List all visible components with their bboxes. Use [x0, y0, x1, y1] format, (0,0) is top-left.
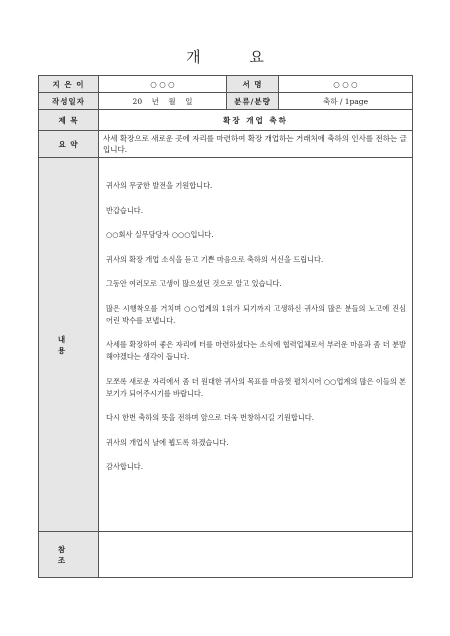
content-paragraph: 다시 한번 축하의 뜻을 전하며 앞으로 더욱 번창하시길 기원합니다.	[106, 413, 315, 422]
author-value: ○ ○ ○	[99, 76, 227, 93]
document-title: 개 요	[186, 48, 286, 66]
subject-row	[39, 110, 413, 131]
content-paragraph: 반갑습니다.	[106, 205, 144, 215]
summary-label: 요 약	[39, 131, 99, 158]
author-label: 지 은 이	[39, 76, 99, 93]
content-paragraph: 많은 시행착오를 거치며 ○○업계의 1위가 되기까지 고생하신 귀사의 많은 분들의 노고에 진심 어린 박수를 보냅니다.	[106, 303, 406, 325]
signature-label: 서 명	[227, 76, 279, 93]
reference-row	[39, 532, 413, 578]
content-paragraph: 감사합니다.	[106, 462, 144, 471]
content-body	[99, 158, 413, 532]
reference-label	[39, 532, 99, 578]
subject-label: 제 목	[39, 110, 99, 131]
date-label: 작성일자	[39, 93, 99, 110]
overview-form-table	[38, 75, 413, 578]
content-paragraph: 그동안 여러모로 고생이 많으셨던 것으로 알고 있습니다.	[106, 279, 282, 288]
content-label	[39, 158, 99, 532]
reference-value	[99, 532, 413, 578]
category-value: 축하 / 1page	[279, 93, 413, 110]
content-paragraph: ○○회사 실무담당자 ○○○입니다.	[106, 230, 214, 239]
content-row	[39, 158, 413, 532]
summary-value: 사세 확장으로 새로운 곳에 자리를 마련하여 확장 개업하는 거래처에 축하의 인사를 전하는 글입니다.	[99, 131, 413, 158]
reference-label-text: 참 조	[57, 544, 80, 565]
content-paragraph: 귀사의 무궁한 발전을 기원합니다.	[106, 181, 213, 190]
content-paragraph: 귀사의 개업식 날에 뵙도록 하겠습니다.	[106, 437, 229, 447]
category-label: 분류/분량	[227, 93, 279, 110]
content-paragraph: 모쪼록 새로운 자리에서 좀 더 원대한 귀사의 목표를 마음껏 펼치시어 ○○업계의 많은 이들의 본보기가 되어주시기를 바랍니다.	[106, 376, 406, 398]
date-value: 20 년 월 일	[99, 93, 227, 110]
author-row	[39, 76, 413, 93]
summary-row	[39, 131, 413, 158]
date-row	[39, 93, 413, 110]
content-label-text: 내 용	[57, 334, 80, 355]
subject-value: 확장 개업 축하	[99, 110, 413, 131]
content-paragraph: 귀사의 확장 개업 소식을 듣고 기쁜 마음으로 축하의 서신을 드립니다.	[106, 254, 324, 264]
content-paragraph: 사세를 확장하여 좋은 자리에 터를 마련하셨다는 소식에 협력업체로서 부러운 마음과 좀 더 분발해야겠다는 생각이 듭니다.	[106, 340, 406, 361]
signature-value: ○ ○ ○	[279, 76, 413, 93]
